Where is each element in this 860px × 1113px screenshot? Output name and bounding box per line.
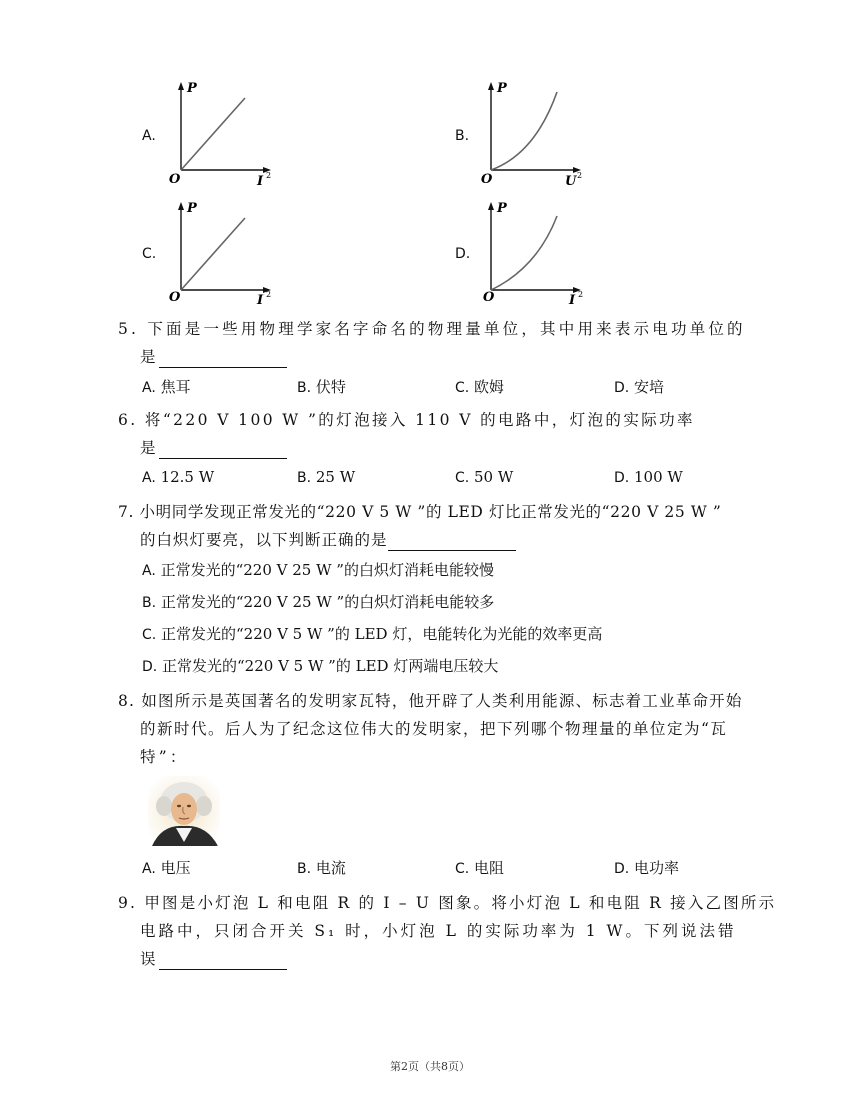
option-letter: B. [297, 470, 312, 486]
q9-number: 9. [118, 894, 138, 912]
graph-c-x-label: I [257, 293, 264, 308]
graph-d-x-label: I [569, 293, 576, 308]
q6-option-c[interactable] [455, 467, 513, 488]
q5-answer-blank[interactable] [159, 351, 287, 368]
q8-option-d[interactable] [614, 858, 679, 879]
q8-line3 [140, 746, 189, 768]
q7-option-c[interactable] [142, 624, 602, 645]
q8-number: 8. [118, 692, 136, 710]
q8-stem-end: 特”： [140, 748, 189, 766]
q6-line1 [118, 409, 695, 431]
option-text: 12.5 W [160, 468, 215, 486]
q6-number: 6. [118, 411, 138, 429]
option-text: 欧姆 [474, 378, 505, 396]
option-letter: C. [142, 627, 157, 643]
q8-option-a[interactable] [142, 858, 191, 879]
option-letter: A. [142, 563, 156, 579]
q8-line2 [140, 718, 727, 740]
graph-b-y-label: P [497, 81, 507, 96]
option-text: 正常发光的“220 V 5 W ”的 LED 灯，电能转化为光能的效率更高 [161, 625, 603, 643]
q6-stem-end: 是 [140, 439, 159, 457]
q8-stem-cont: 的新时代。后人为了纪念这位伟大的发明家，把下列哪个物理量的单位定为“瓦 [140, 720, 728, 738]
option-text: 安培 [634, 378, 665, 396]
graph-c-origin: O [169, 290, 181, 305]
option-letter: A. [142, 380, 156, 396]
q7-line1 [118, 501, 721, 523]
option-letter: D. [614, 470, 630, 486]
graph-d-y-label: P [497, 201, 507, 216]
graph-b-x-label: U [565, 174, 577, 189]
option-text: 电流 [315, 859, 346, 877]
q8-line1 [118, 690, 743, 712]
q5-line1 [118, 318, 746, 340]
q6-option-d[interactable] [614, 467, 683, 488]
q7-option-b[interactable] [142, 592, 494, 613]
q9-stem-end: 误 [140, 950, 159, 968]
graph-c-y-label: P [187, 201, 197, 216]
q5-option-a[interactable] [142, 377, 191, 398]
option-text: 50 W [474, 468, 514, 486]
option-letter: B. [297, 380, 312, 396]
graph-a-p-vs-i-squared [165, 80, 275, 190]
option-text: 电功率 [634, 859, 680, 877]
option-text: 电阻 [474, 859, 505, 877]
q7-answer-blank[interactable] [388, 534, 516, 551]
watt-portrait-image [148, 776, 220, 846]
option-text: 电压 [160, 859, 191, 877]
option-letter: D. [614, 380, 630, 396]
q5-option-b[interactable] [297, 377, 346, 398]
option-letter: D. [142, 659, 158, 675]
graph-c-x-superscript: 2 [266, 290, 272, 299]
graph-b-origin: O [481, 172, 493, 187]
option-d-label: D. [455, 246, 471, 262]
graph-a-x-superscript: 2 [266, 171, 272, 180]
q5-number: 5. [118, 320, 140, 338]
q9-line2 [140, 920, 736, 942]
option-text: 正常发光的“220 V 25 W ”的白炽灯消耗电能较慢 [160, 561, 494, 579]
option-a-label: A. [142, 128, 156, 144]
q6-line2 [140, 437, 287, 459]
option-letter: B. [297, 861, 312, 877]
graph-a-x-label: I [257, 174, 264, 189]
q6-stem: 将“220 V 100 W ”的灯泡接入 110 V 的电路中，灯泡的实际功率 [144, 411, 695, 429]
q8-option-c[interactable] [455, 858, 504, 879]
q6-option-a[interactable] [142, 467, 214, 488]
q8-option-b[interactable] [297, 858, 346, 879]
q7-stem-end: 的白炽灯要亮，以下判断正确的是 [140, 531, 388, 549]
option-letter: A. [142, 470, 156, 486]
option-text: 焦耳 [160, 378, 191, 396]
q9-stem: 甲图是小灯泡 L 和电阻 R 的 I – U 图象。将小灯泡 L 和电阻 R 接入乙图所示 [144, 894, 777, 912]
option-letter: C. [455, 861, 470, 877]
option-text: 25 W [315, 468, 356, 486]
q7-stem: 小明同学发现正常发光的“220 V 5 W ”的 LED 灯比正常发光的“220 V 25 W ” [139, 503, 722, 521]
option-b-label: B. [455, 128, 470, 144]
q6-answer-blank[interactable] [159, 442, 287, 459]
option-letter: C. [455, 470, 470, 486]
option-letter: D. [614, 861, 630, 877]
graph-b-x-superscript: 2 [577, 171, 583, 180]
option-letter: B. [142, 595, 157, 611]
page-footer: 第2页（共8页） [390, 1060, 470, 1073]
q8-stem: 如图所示是英国著名的发明家瓦特，他开辟了人类利用能源、标志着工业革命开始 [141, 692, 743, 710]
option-text: 正常发光的“220 V 5 W ”的 LED 灯两端电压较大 [162, 657, 499, 675]
graph-c-p-vs-i-squared [165, 200, 275, 310]
graph-d-p-vs-i-squared [475, 200, 585, 310]
q9-line1 [118, 892, 776, 914]
option-letter: C. [455, 380, 470, 396]
q9-stem-cont: 电路中，只闭合开关 S₁ 时，小灯泡 L 的实际功率为 1 W。下列说法错 [140, 922, 737, 940]
q9-answer-blank[interactable] [159, 953, 287, 970]
q9-line3 [140, 948, 287, 970]
option-c-label: C. [142, 246, 157, 262]
graph-a-y-label: P [187, 81, 197, 96]
q5-option-c[interactable] [455, 377, 504, 398]
q7-line2 [140, 529, 516, 551]
q7-option-a[interactable] [142, 560, 494, 581]
q5-stem: 下面是一些用物理学家名字命名的物理量单位，其中用来表示电功单位的 [147, 320, 746, 338]
q5-option-d[interactable] [614, 377, 664, 398]
q7-option-d[interactable] [142, 656, 498, 677]
q6-option-b[interactable] [297, 467, 355, 488]
graph-d-x-superscript: 2 [578, 290, 584, 299]
q7-number: 7. [118, 503, 134, 521]
option-text: 100 W [634, 468, 683, 486]
option-letter: A. [142, 861, 156, 877]
q5-stem-end: 是 [140, 348, 159, 366]
q5-line2 [140, 346, 287, 368]
graph-d-origin: O [483, 290, 495, 305]
graph-a-origin: O [169, 172, 181, 187]
graph-b-p-vs-u-squared [475, 80, 585, 190]
option-text: 伏特 [315, 378, 346, 396]
option-text: 正常发光的“220 V 25 W ”的白炽灯消耗电能较多 [160, 593, 495, 611]
